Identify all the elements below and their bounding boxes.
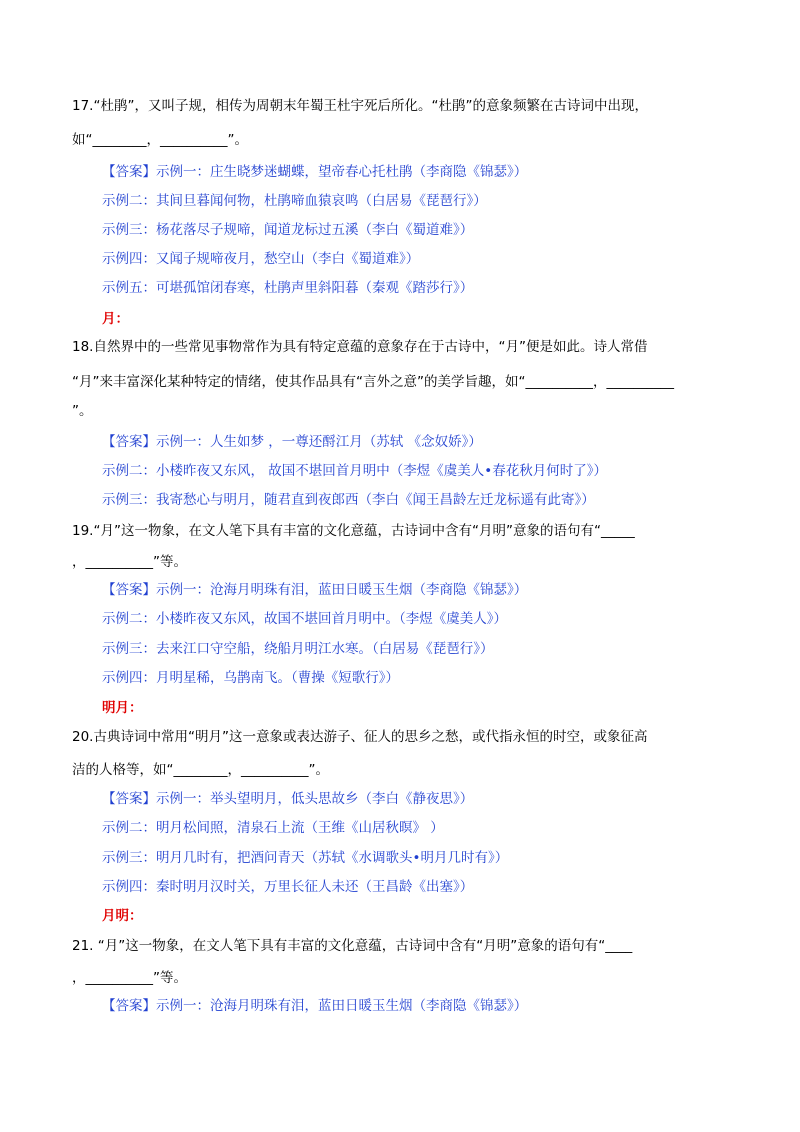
section-heading-moon: 月： bbox=[102, 311, 129, 327]
q18-line2: “月”来丰富深化某种特定的情绪，使其作品具有“言外之意”的美学旨趣，如“__________，__________ bbox=[72, 374, 674, 390]
q19-answer-4: 示例四：月明星稀，乌鹊南飞。（曹操《短歌行》） bbox=[102, 670, 399, 686]
q17-answer-1 bbox=[102, 162, 527, 182]
q18-answer-1 bbox=[102, 432, 482, 452]
answer-tag: 【答案】 bbox=[102, 434, 156, 450]
q20-answer-3: 示例三：明月几时有，把酒问青天（苏轼《水调歌头•明月几时有》） bbox=[102, 850, 509, 866]
q20-answer-1 bbox=[102, 789, 473, 809]
q19-line2: ，__________”等。 bbox=[72, 554, 187, 570]
q19-answer-2: 示例二：小楼昨夜又东风，故国不堪回首月明中。（李煜《虞美人》） bbox=[102, 611, 507, 627]
q21-line1: 21. “月”这一物象，在文人笔下具有丰富的文化意蕴，古诗词中含有“月明”意象的语句有“____ bbox=[72, 938, 633, 954]
q18-answer-3: 示例三：我寄愁心与明月，随君直到夜郎西（李白《闻王昌龄左迁龙标遥有此寄》） bbox=[102, 492, 595, 508]
section-heading-moon-bright: 月明： bbox=[102, 908, 143, 924]
answer-tag: 【答案】 bbox=[102, 998, 156, 1014]
q20-answer-2: 示例二：明月松间照，清泉石上流（王维《山居秋暝》 ） bbox=[102, 820, 444, 836]
q18-line1: 18.自然界中的一些常见事物常作为具有特定意蕴的意象存在于古诗中，“月”便是如此。诗人常借 bbox=[72, 339, 648, 355]
q19-answer-3: 示例三：去来江口守空船，绕船月明江水寒。（白居易《琵琶行》） bbox=[102, 641, 494, 657]
q17-answer-4: 示例四：又闻子规啼夜月，愁空山（李白《蜀道难》） bbox=[102, 251, 420, 267]
q17-answer-2: 示例二：其间旦暮闻何物，杜鹃啼血猿哀鸣（白居易《琵琶行》） bbox=[102, 193, 487, 209]
q20-answer-4: 示例四：秦时明月汉时关，万里长征人未还（王昌龄《出塞》） bbox=[102, 879, 474, 895]
answer-text: 示例一：庄生晓梦迷蝴蝶，望帝春心托杜鹃（李商隐《锦瑟》） bbox=[156, 164, 528, 180]
q20-line2: 洁的人格等，如“________，__________”。 bbox=[72, 762, 329, 778]
answer-tag: 【答案】 bbox=[102, 164, 156, 180]
q18-line3: ”。 bbox=[72, 403, 93, 419]
answer-tag: 【答案】 bbox=[102, 582, 156, 598]
answer-text: 示例一：人生如梦 ，一尊还酹江月（苏轼 《念奴娇》） bbox=[156, 434, 482, 450]
answer-text: 示例一：举头望明月，低头思故乡（李白《静夜思》） bbox=[156, 791, 474, 807]
q19-line1: 19.“月”这一物象，在文人笔下具有丰富的文化意蕴，古诗词中含有“月明”意象的语句有“_____ bbox=[72, 523, 635, 539]
q17-line1: 17.“杜鹃”，又叫子规，相传为周朝末年蜀王杜宇死后所化。“杜鹃”的意象频繁在古诗词中出现， bbox=[72, 98, 648, 114]
section-heading-bright-moon: 明月： bbox=[102, 700, 143, 716]
q18-answer-2: 示例二：小楼昨夜又东风， 故国不堪回首月明中（李煜《虞美人•春花秋月何时了》） bbox=[102, 463, 608, 479]
q19-answer-1 bbox=[102, 580, 527, 600]
answer-text: 示例一：沧海月明珠有泪，蓝田日暖玉生烟（李商隐《锦瑟》） bbox=[156, 998, 528, 1014]
answer-tag: 【答案】 bbox=[102, 791, 156, 807]
q21-line2: ，__________”等。 bbox=[72, 970, 187, 986]
q20-line1: 20.古典诗词中常用“明月”这一意象或表达游子、征人的思乡之愁，或代指永恒的时空，或象征高 bbox=[72, 729, 648, 745]
answer-text: 示例一：沧海月明珠有泪，蓝田日暖玉生烟（李商隐《锦瑟》） bbox=[156, 582, 528, 598]
q17-answer-3: 示例三：杨花落尽子规啼，闻道龙标过五溪（李白《蜀道难》） bbox=[102, 222, 474, 238]
q21-answer-1 bbox=[102, 996, 527, 1016]
q17-answer-5: 示例五：可堪孤馆闭春寒，杜鹃声里斜阳暮（秦观《踏莎行》） bbox=[102, 280, 474, 296]
q17-line2: 如“________，__________”。 bbox=[72, 132, 248, 148]
